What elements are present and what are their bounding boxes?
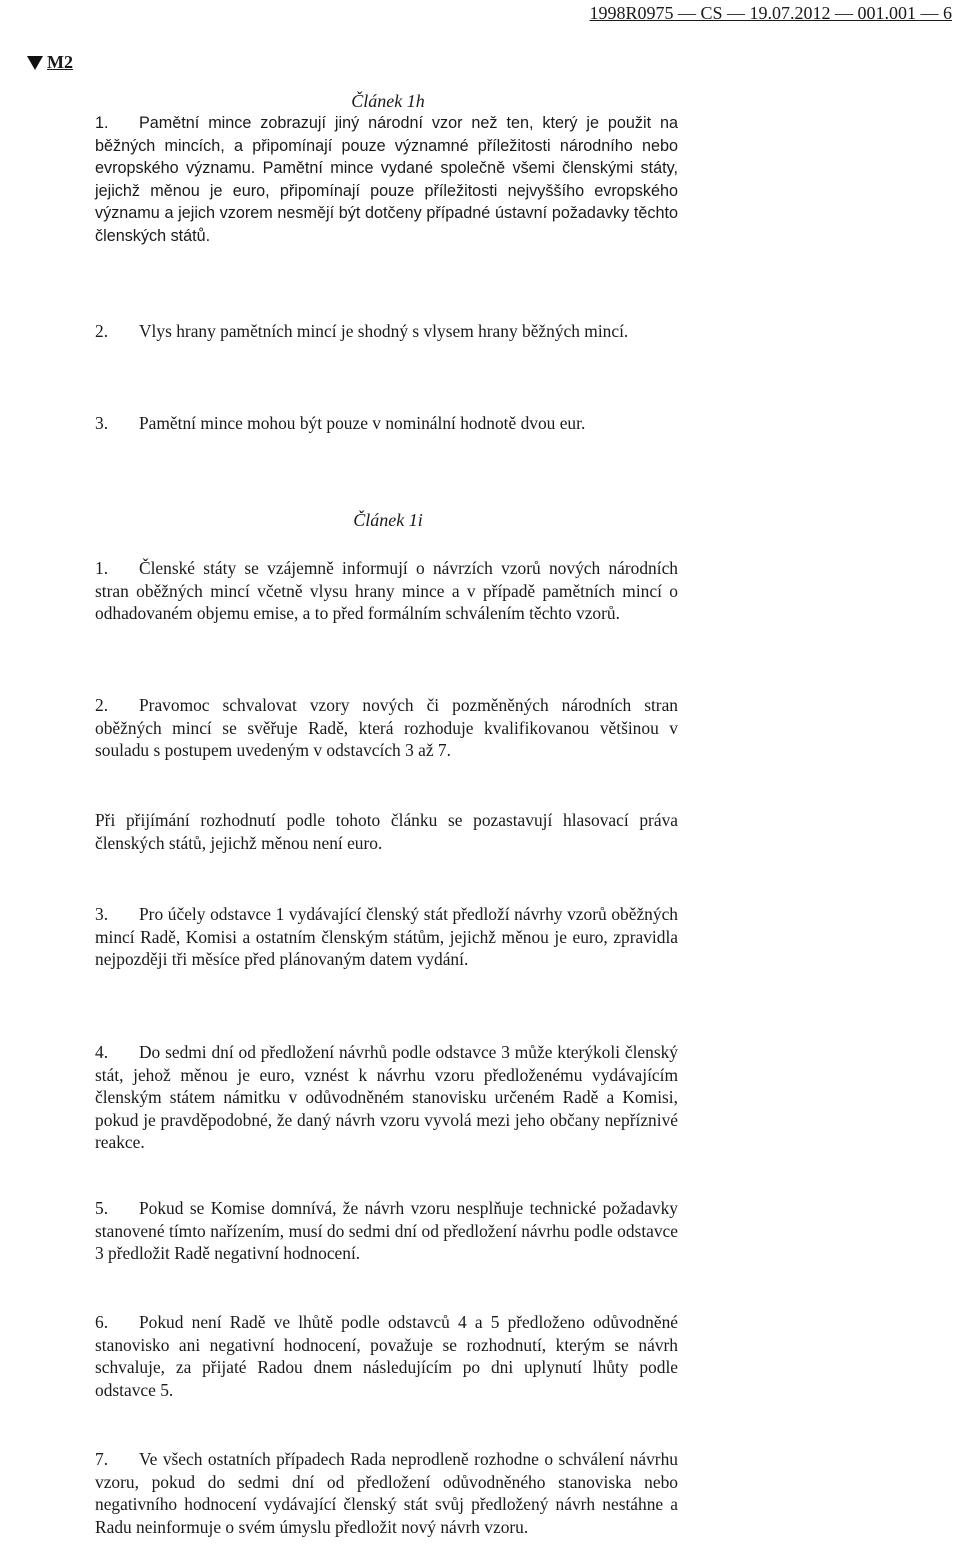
amendment-marker-label[interactable]: M2 [47,52,73,72]
article-1h-paragraph-3 [95,412,678,435]
paragraph-number: 6. [95,1312,109,1332]
article-1i-paragraph-3 [95,903,678,971]
paragraph-text: Pamětní mince mohou být pouze v nominální hodnotě dvou eur. [139,413,586,433]
document-header: 1998R0975 — CS — 19.07.2012 — 001.001 — 6 [589,3,952,23]
paragraph-number: 2. [95,321,109,341]
paragraph-number: 5. [95,1198,109,1218]
paragraph-text: Členské státy se vzájemně informují o návrzích vzorů nových národních stran oběžných mincí včetně vlysu hrany mince a v případě pamětních mincí o odhadovaném objemu emise, a to před formálním schválením těchto vzorů. [95,558,678,624]
paragraph-number: 1. [95,114,109,132]
paragraph-number: 2. [95,695,109,715]
article-1i-paragraph-5 [95,1197,678,1265]
article-title-1i: Článek 1i [353,510,423,530]
article-1i-paragraph-7 [95,1448,678,1538]
article-1i-paragraph-2 [95,694,678,762]
paragraph-text: Ve všech ostatních případech Rada neprodleně rozhodne o schválení návrhu vzoru, pokud do sedmi dní od předložení odůvodněného stanoviska nebo negativního hodnocení vydávající členský stát svůj předložený návrh nestáhne a Radu neinformuje o svém úmyslu předložit nový návrh vzoru. [95,1449,678,1537]
article-1i-paragraph-4 [95,1041,678,1154]
amendment-marker[interactable] [27,52,73,73]
paragraph-text: Vlys hrany pamětních mincí je shodný s vlysem hrany běžných mincí. [139,321,629,341]
article-1i-paragraph-1 [95,557,678,625]
article-1h-paragraph-1 [95,112,678,248]
triangle-down-icon [27,56,43,70]
paragraph-number: 1. [95,558,109,578]
paragraph-text: Pro účely odstavce 1 vydávající členský stát předloží návrhy vzorů oběžných mincí Radě, Komisi a ostatním členským státům, jejichž měnou je euro, zpravidla nejpozději tři měsíce před plánovaným datem vydání. [95,904,678,970]
paragraph-number: 3. [95,904,109,924]
paragraph-text: Pravomoc schvalovat vzory nových či pozměněných národních stran oběžných mincí se svěřuje Radě, která rozhoduje kvalifikovanou většinou v souladu s postupem uvedeným v odstavcích 3 až 7. [95,695,678,761]
paragraph-text: Při přijímání rozhodnutí podle tohoto článku se pozastavují hlasovací práva členských států, jejichž měnou není euro. [95,810,678,853]
article-1i-paragraph-2-sub [95,809,678,854]
paragraph-number: 4. [95,1042,109,1062]
paragraph-text: Pamětní mince zobrazují jiný národní vzor než ten, který je použit na běžných mincích, a připomínají pouze významné příležitosti národního nebo evropského významu. Pamětní mince vydané společně všemi členskými státy, jejichž měnou je euro, připomínají pouze příležitosti nejvyššího evropského významu a jejich vzorem nesmějí být dotčeny případné ústavní požadavky těchto členských států. [95,114,678,245]
paragraph-text: Do sedmi dní od předložení návrhů podle odstavce 3 může kterýkoli členský stát, jehož měnou je euro, vznést k návrhu vzoru předloženému vydávajícím členským státem námitku v odůvodněném stanovisku určeném Radě a Komisi, pokud je pravděpodobné, že daný návrh vzoru vyvolá mezi jeho občany nepříznivé reakce. [95,1042,678,1153]
article-title-1h: Článek 1h [351,91,425,111]
paragraph-number: 7. [95,1449,109,1469]
article-1i-paragraph-6 [95,1311,678,1401]
paragraph-number: 3. [95,413,109,433]
paragraph-text: Pokud se Komise domnívá, že návrh vzoru nesplňuje technické požadavky stanovené tímto nařízením, musí do sedmi dní od předložení návrhu podle odstavce 3 předložit Radě negativní hodnocení. [95,1198,678,1264]
paragraph-text: Pokud není Radě ve lhůtě podle odstavců 4 a 5 předloženo odůvodněné stanovisko ani negativní hodnocení, považuje se rozhodnutí, kterým se návrh schvaluje, za přijaté Radou dnem následujícím po dni uplynutí lhůty podle odstavce 5. [95,1312,678,1400]
article-1h-paragraph-2 [95,320,678,343]
